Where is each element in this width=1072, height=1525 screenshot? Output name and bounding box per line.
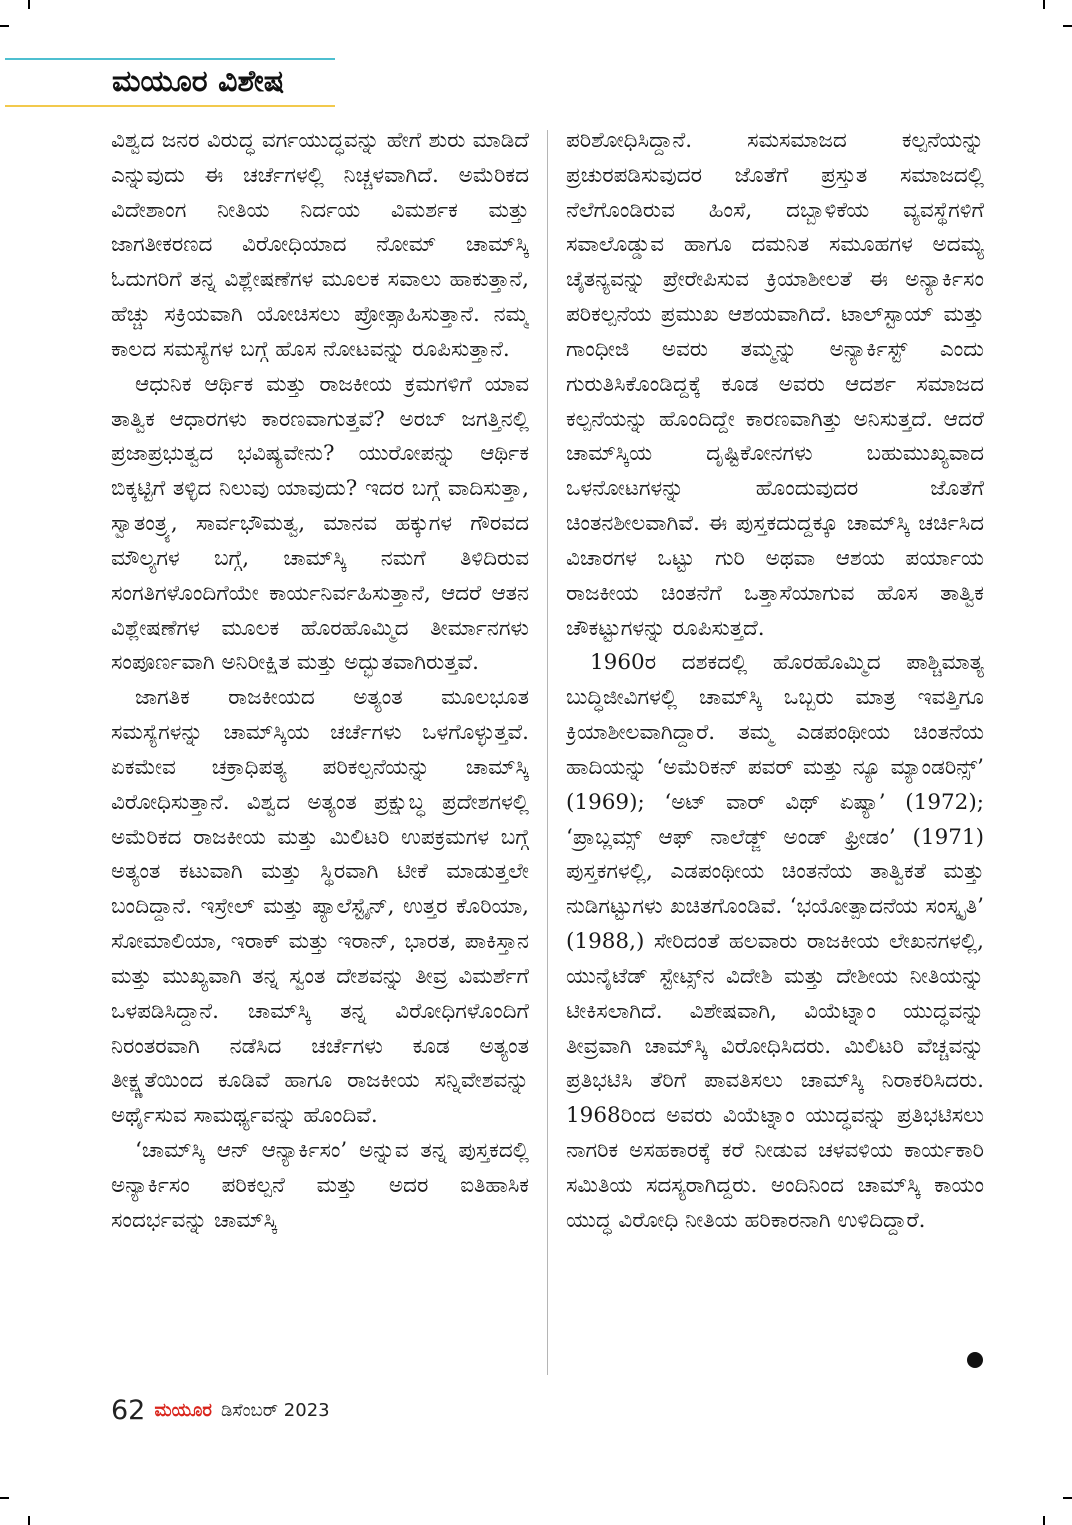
paragraph: ಪರಿಶೋಧಿಸಿದ್ದಾನೆ. ಸಮಸಮಾಜದ ಕಲ್ಪನೆಯನ್ನು ಪ್ರಚುರಪಡಿಸುವುದರ ಜೊತೆಗೆ ಪ್ರಸ್ತುತ ಸಮಾಜದಲ್ಲಿ ನೆಲೆಗೊಂಡಿರುವ ಹಿಂಸೆ, ದಬ್ಬಾಳಿಕೆಯ ವ್ಯವಸ್ಥೆಗಳಿಗೆ ಸವಾಲೊಡ್ಡುವ ಹಾಗೂ ದಮನಿತ ಸಮೂಹಗಳ ಅದಮ್ಯ ಚೈತನ್ಯವನ್ನು ಪ್ರೇರೇಪಿಸುವ ಕ್ರಿಯಾಶೀಲತೆ ಈ ಅನ್ಯಾರ್ಕಿಸಂ ಪರಿಕಲ್ಪನೆಯ ಪ್ರಮುಖ ಆಶಯವಾಗಿದೆ. ಟಾಲ್‌ಸ್ಟಾಯ್ ಮತ್ತು ಗಾಂಧೀಜಿ ಅವರು ತಮ್ಮನ್ನು ಅನ್ಯಾರ್ಕಿಸ್ಟ್ ಎಂದು ಗುರುತಿಸಿಕೊಂಡಿದ್ದಕ್ಕೆ ಕೂಡ ಅವರು ಆದರ್ಶ ಸಮಾಜದ ಕಲ್ಪನೆಯನ್ನು ಹೊಂದಿದ್ದೇ ಕಾರಣವಾಗಿತ್ತು ಅನಿಸುತ್ತದೆ. ಆದರೆ ಚಾಮ್‌ಸ್ಕಿಯ ದೃಷ್ಟಿಕೋನಗಳು ಬಹುಮುಖ್ಯವಾದ ಒಳನೋಟಗಳನ್ನು ಹೊಂದುವುದರ ಜೊತೆಗೆ ಚಿಂತನಶೀಲವಾಗಿವೆ. ಈ ಪುಸ್ತಕದುದ್ದಕ್ಕೂ ಚಾಮ್‌ಸ್ಕಿ ಚರ್ಚಿಸಿದ ವಿಚಾರಗಳ ಒಟ್ಟು ಗುರಿ ಅಥವಾ ಆಶಯ ಪರ್ಯಾಯ ರಾಜಕೀಯ ಚಿಂತನೆಗೆ ಒತ್ತಾಸೆಯಾಗುವ ಹೊಸ ತಾತ್ವಿಕ ಚೌಕಟ್ಟುಗಳನ್ನು ರೂಪಿಸುತ್ತದೆ. — [566, 128, 984, 641]
paragraph: ಜಾಗತಿಕ ರಾಜಕೀಯದ ಅತ್ಯಂತ ಮೂಲಭೂತ ಸಮಸ್ಯೆಗಳನ್ನು ಚಾಮ್‌ಸ್ಕಿಯ ಚರ್ಚೆಗಳು ಒಳಗೊಳ್ಳುತ್ತವೆ. ಏಕಮೇವ ಚಕ್ರಾಧಿಪತ್ಯ ಪರಿಕಲ್ಪನೆಯನ್ನು ಚಾಮ್‌ಸ್ಕಿ ವಿರೋಧಿಸುತ್ತಾನೆ. ವಿಶ್ವದ ಅತ್ಯಂತ ಪ್ರಕ್ಷುಬ್ಧ ಪ್ರದೇಶಗಳಲ್ಲಿ ಅಮೆರಿಕದ ರಾಜಕೀಯ ಮತ್ತು ಮಿಲಿಟರಿ ಉಪಕ್ರಮಗಳ ಬಗ್ಗೆ ಅತ್ಯಂತ ಕಟುವಾಗಿ ಮತ್ತು ಸ್ಥಿರವಾಗಿ ಟೀಕೆ ಮಾಡುತ್ತಲೇ ಬಂದಿದ್ದಾನೆ. ಇಸ್ರೇಲ್ ಮತ್ತು ಪ್ಯಾಲೆಸ್ಟೈನ್, ಉತ್ತರ ಕೊರಿಯಾ, ಸೋಮಾಲಿಯಾ, ಇರಾಕ್ ಮತ್ತು ಇರಾನ್, ಭಾರತ, ಪಾಕಿಸ್ತಾನ ಮತ್ತು ಮುಖ್ಯವಾಗಿ ತನ್ನ ಸ್ವಂತ ದೇಶವನ್ನು ತೀವ್ರ ವಿಮರ್ಶೆಗೆ ಒಳಪಡಿಸಿದ್ದಾನೆ. ಚಾಮ್‌ಸ್ಕಿ ತನ್ನ ವಿರೋಧಿಗಳೊಂದಿಗೆ ನಿರಂತರವಾಗಿ ನಡೆಸಿದ ಚರ್ಚೆಗಳು ಕೂಡ ಅತ್ಯಂತ ತೀಕ್ಷ್ಣತೆಯಿಂದ ಕೂಡಿವೆ ಹಾಗೂ ರಾಜಕೀಯ ಸನ್ನಿವೇಶವನ್ನು ಅರ್ಥೈಸುವ ಸಾಮರ್ಥ್ಯವನ್ನು ಹೊಂದಿವೆ. — [111, 685, 529, 1129]
article-column-left — [111, 124, 529, 1386]
crop-mark — [28, 1516, 30, 1525]
crop-mark — [1063, 1497, 1072, 1499]
paragraph: ವಿಶ್ವದ ಜನರ ವಿರುದ್ಧ ವರ್ಗಯುದ್ಧವನ್ನು ಹೇಗೆ ಶುರು ಮಾಡಿದೆ ಎನ್ನುವುದು ಈ ಚರ್ಚೆಗಳಲ್ಲಿ ನಿಚ್ಚಳವಾಗಿದೆ. ಅಮೆರಿಕದ ವಿದೇಶಾಂಗ ನೀತಿಯ ನಿರ್ದಯ ವಿಮರ್ಶಕ ಮತ್ತು ಜಾಗತೀಕರಣದ ವಿರೋಧಿಯಾದ ನೋಮ್ ಚಾಮ್‌ಸ್ಕಿ ಓದುಗರಿಗೆ ತನ್ನ ವಿಶ್ಲೇಷಣೆಗಳ ಮೂಲಕ ಸವಾಲು ಹಾಕುತ್ತಾನೆ, ಹೆಚ್ಚು ಸಕ್ರಿಯವಾಗಿ ಯೋಚಿಸಲು ಪ್ರೋತ್ಸಾಹಿಸುತ್ತಾನೆ. ನಮ್ಮ ಕಾಲದ ಸಮಸ್ಯೆಗಳ ಬಗ್ಗೆ ಹೊಸ ನೋಟವನ್ನು ರೂಪಿಸುತ್ತಾನೆ. — [111, 128, 529, 362]
crop-mark — [28, 0, 30, 9]
section-title: ಮಯೂರ ವಿಶೇಷ — [112, 64, 285, 99]
paragraph: ‘ಚಾಮ್‌ಸ್ಕಿ ಆನ್ ಆನ್ಯಾರ್ಕಿಸಂ’ ಅನ್ನುವ ತನ್ನ ಪುಸ್ತಕದಲ್ಲಿ ಅನ್ಯಾರ್ಕಿಸಂ ಪರಿಕಲ್ಪನೆ ಮತ್ತು ಅದರ ಐತಿಹಾಸಿಕ ಸಂದರ್ಭವನ್ನು ಚಾಮ್‌ಸ್ಕಿ — [111, 1138, 529, 1233]
magazine-logo: ಮಯೂರ — [154, 1400, 212, 1421]
column-divider — [547, 130, 548, 1375]
paragraph: ಆಧುನಿಕ ಆರ್ಥಿಕ ಮತ್ತು ರಾಜಕೀಯ ಕ್ರಮಗಳಿಗೆ ಯಾವ ತಾತ್ವಿಕ ಆಧಾರಗಳು ಕಾರಣವಾಗುತ್ತವೆ? ಅರಬ್ ಜಗತ್ತಿನಲ್ಲಿ ಪ್ರಜಾಪ್ರಭುತ್ವದ ಭವಿಷ್ಯವೇನು? ಯುರೋಪನ್ನು ಆರ್ಥಿಕ ಬಿಕ್ಕಟ್ಟಿಗೆ ತಳ್ಳಿದ ನಿಲುವು ಯಾವುದು? ಇದರ ಬಗ್ಗೆ ವಾದಿಸುತ್ತಾ, ಸ್ವಾತಂತ್ರ್ಯ, ಸಾರ್ವಭೌಮತ್ವ, ಮಾನವ ಹಕ್ಕುಗಳ ಗೌರವದ ಮೌಲ್ಯಗಳ ಬಗ್ಗೆ, ಚಾಮ್‌ಸ್ಕಿ ನಮಗೆ ತಿಳಿದಿರುವ ಸಂಗತಿಗಳೊಂದಿಗೆಯೇ ಕಾರ್ಯನಿರ್ವಹಿಸುತ್ತಾನೆ, ಆದರೆ ಆತನ ವಿಶ್ಲೇಷಣೆಗಳ ಮೂಲಕ ಹೊರಹೊಮ್ಮಿದ ತೀರ್ಮಾನಗಳು ಸಂಪೂರ್ಣವಾಗಿ ಅನಿರೀಕ್ಷಿತ ಮತ್ತು ಅದ್ಭುತವಾಗಿರುತ್ತವೆ. — [111, 371, 529, 676]
page-number: 62 — [111, 1395, 146, 1426]
crop-mark — [1043, 0, 1045, 9]
crop-mark — [0, 1497, 9, 1499]
article-end-bullet-icon — [967, 1352, 983, 1368]
issue-date: ಡಿಸೆಂಬರ್ 2023 — [220, 1400, 330, 1421]
crop-mark — [1043, 1516, 1045, 1525]
header-rule-top — [5, 58, 335, 60]
page-footer — [111, 1395, 330, 1426]
paragraph: 1960ರ ದಶಕದಲ್ಲಿ ಹೊರಹೊಮ್ಮಿದ ಪಾಶ್ಚಿಮಾತ್ಯ ಬುದ್ಧಿಜೀವಿಗಳಲ್ಲಿ ಚಾಮ್‌ಸ್ಕಿ ಒಬ್ಬರು ಮಾತ್ರ ಇವತ್ತಿಗೂ ಕ್ರಿಯಾಶೀಲವಾಗಿದ್ದಾರೆ. ತಮ್ಮ ಎಡಪಂಥೀಯ ಚಿಂತನೆಯ ಹಾದಿಯನ್ನು ‘ಅಮೆರಿಕನ್ ಪವರ್ ಮತ್ತು ನ್ಯೂ ಮ್ಯಾಂಡರಿನ್ಸ್’ (1969); ‘ಅಟ್ ವಾರ್ ವಿಥ್ ಏಷ್ಯಾ’ (1972); ‘ಪ್ರಾಬ್ಲಮ್ಸ್ ಆಫ್ ನಾಲೆಡ್ಜ್ ಅಂಡ್ ಫ್ರೀಡಂ’ (1971) ಪುಸ್ತಕಗಳಲ್ಲಿ, ಎಡಪಂಥೀಯ ಚಿಂತನೆಯ ತಾತ್ವಿಕತೆ ಮತ್ತು ನುಡಿಗಟ್ಟುಗಳು ಖಚಿತಗೊಂಡಿವೆ. ‘ಭಯೋತ್ಪಾದನೆಯ ಸಂಸ್ಕೃತಿ’ (1988,) ಸೇರಿದಂತೆ ಹಲವಾರು ರಾಜಕೀಯ ಲೇಖನಗಳಲ್ಲಿ, ಯುನೈಟೆಡ್ ಸ್ಟೇಟ್ಸ್‌ನ ವಿದೇಶಿ ಮತ್ತು ದೇಶೀಯ ನೀತಿಯನ್ನು ಟೀಕಿಸಲಾಗಿದೆ. ವಿಶೇಷವಾಗಿ, ವಿಯೆಟ್ನಾಂ ಯುದ್ಧವನ್ನು ತೀವ್ರವಾಗಿ ಚಾಮ್‌ಸ್ಕಿ ವಿರೋಧಿಸಿದರು. ಮಿಲಿಟರಿ ವೆಚ್ಚವನ್ನು ಪ್ರತಿಭಟಿಸಿ ತೆರಿಗೆ ಪಾವತಿಸಲು ಚಾಮ್‌ಸ್ಕಿ ನಿರಾಕರಿಸಿದರು. 1968ರಿಂದ ಅವರು ವಿಯೆಟ್ನಾಂ ಯುದ್ಧವನ್ನು ಪ್ರತಿಭಟಿಸಲು ನಾಗರಿಕ ಅಸಹಕಾರಕ್ಕೆ ಕರೆ ನೀಡುವ ಚಳವಳಿಯ ಕಾರ್ಯಕಾರಿ ಸಮಿತಿಯ ಸದಸ್ಯರಾಗಿದ್ದರು. ಅಂದಿನಿಂದ ಚಾಮ್‌ಸ್ಕಿ ಕಾಯಂ ಯುದ್ಧ ವಿರೋಧಿ ನೀತಿಯ ಹರಿಕಾರನಾಗಿ ಉಳಿದಿದ್ದಾರೆ. — [566, 650, 984, 1233]
header-rule-bottom — [5, 105, 335, 107]
crop-mark — [1063, 25, 1072, 27]
section-header — [0, 58, 335, 108]
article-column-right — [566, 124, 984, 1386]
crop-mark — [0, 25, 9, 27]
